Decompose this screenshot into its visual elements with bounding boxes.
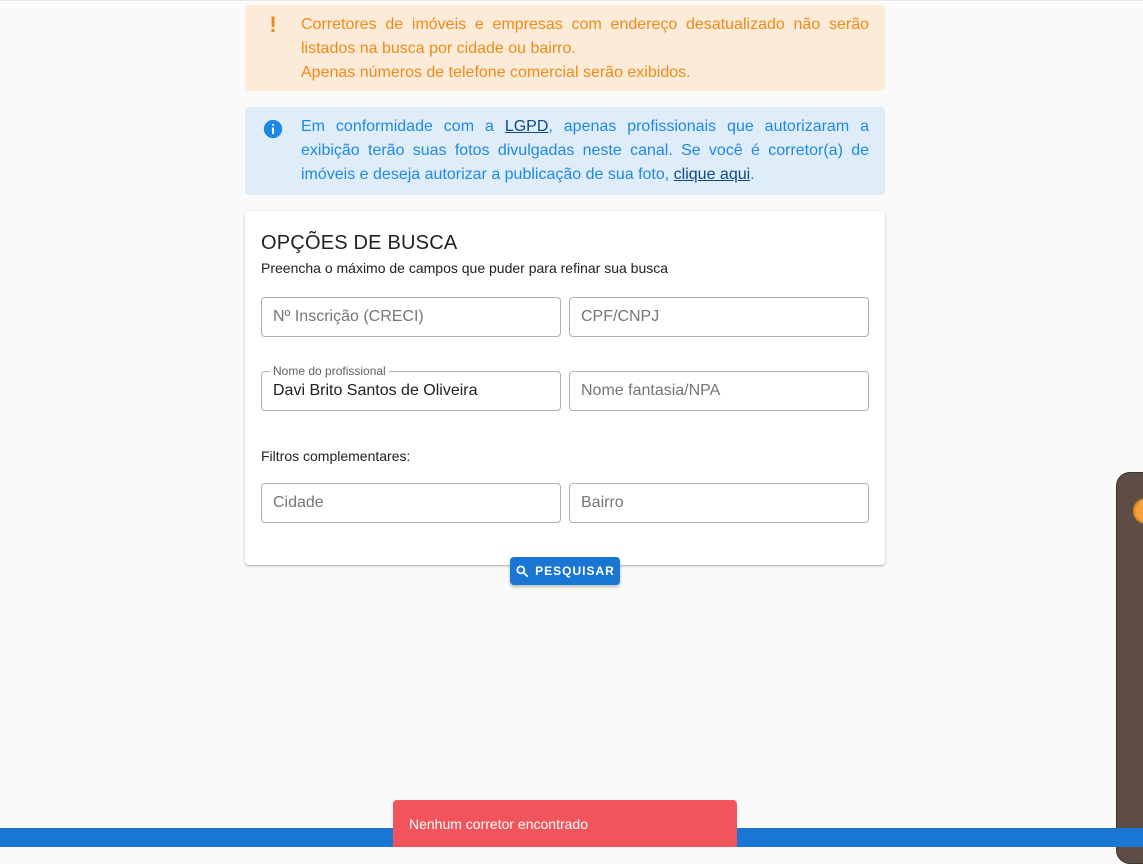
creci-placeholder: Nº Inscrição (CRECI) — [273, 308, 424, 325]
filters-label: Filtros complementares: — [261, 448, 411, 464]
trade-name-placeholder: Nome fantasia/NPA — [581, 382, 721, 399]
top-divider — [0, 0, 1143, 1]
row-identifiers — [261, 297, 869, 337]
toast-message: Nenhum corretor encontrado — [409, 816, 588, 832]
info-text-part: . — [750, 166, 755, 183]
search-options-card — [245, 211, 885, 578]
warning-alert — [245, 5, 885, 91]
info-icon — [261, 117, 285, 141]
main-container — [245, 5, 885, 578]
professional-name-input[interactable] — [261, 364, 561, 411]
professional-name-value: Davi Brito Santos de Oliveira — [273, 382, 478, 399]
neighborhood-input[interactable] — [569, 483, 869, 523]
search-subtitle: Preencha o máximo de campos que puder para refinar sua busca — [261, 260, 669, 276]
lgpd-link[interactable]: LGPD — [504, 118, 549, 135]
search-button-label: PESQUISAR — [535, 564, 615, 578]
info-alert — [245, 107, 885, 195]
row-names — [261, 364, 869, 411]
warning-text-1: Corretores de imóveis e empresas com endereço desatualizado não serão listados na busca por cidade ou bairro. — [301, 16, 869, 57]
trade-name-input[interactable] — [569, 371, 869, 411]
city-input[interactable] — [261, 483, 561, 523]
search-button[interactable] — [510, 557, 620, 585]
neighborhood-placeholder: Bairro — [581, 494, 624, 511]
toast-notification — [393, 800, 737, 847]
info-text-part: , apenas profissionais que autorizaram a exibição terão suas fotos divulgadas neste canal. Se você é corretor(a) de imóveis e deseja autorizar a publicação de sua foto, — [301, 118, 869, 183]
professional-name-label: Nome do profissional — [270, 364, 389, 378]
info-text — [301, 115, 869, 187]
click-here-link[interactable]: clique aqui — [673, 166, 751, 183]
creci-input[interactable] — [261, 297, 561, 337]
search-icon — [515, 564, 529, 578]
cpf-cnpj-placeholder: CPF/CNPJ — [581, 308, 660, 325]
info-text-part: Em conformidade com a — [301, 118, 505, 135]
chat-icon[interactable] — [1133, 498, 1143, 524]
city-placeholder: Cidade — [273, 494, 324, 511]
cpf-cnpj-input[interactable] — [569, 297, 869, 337]
warning-text-2: Apenas números de telefone comercial serão exibidos. — [301, 64, 691, 81]
side-widget-panel[interactable] — [1116, 472, 1143, 864]
row-location — [261, 483, 869, 523]
search-title: OPÇÕES DE BUSCA — [261, 232, 458, 254]
exclamation-icon: ! — [269, 12, 277, 37]
